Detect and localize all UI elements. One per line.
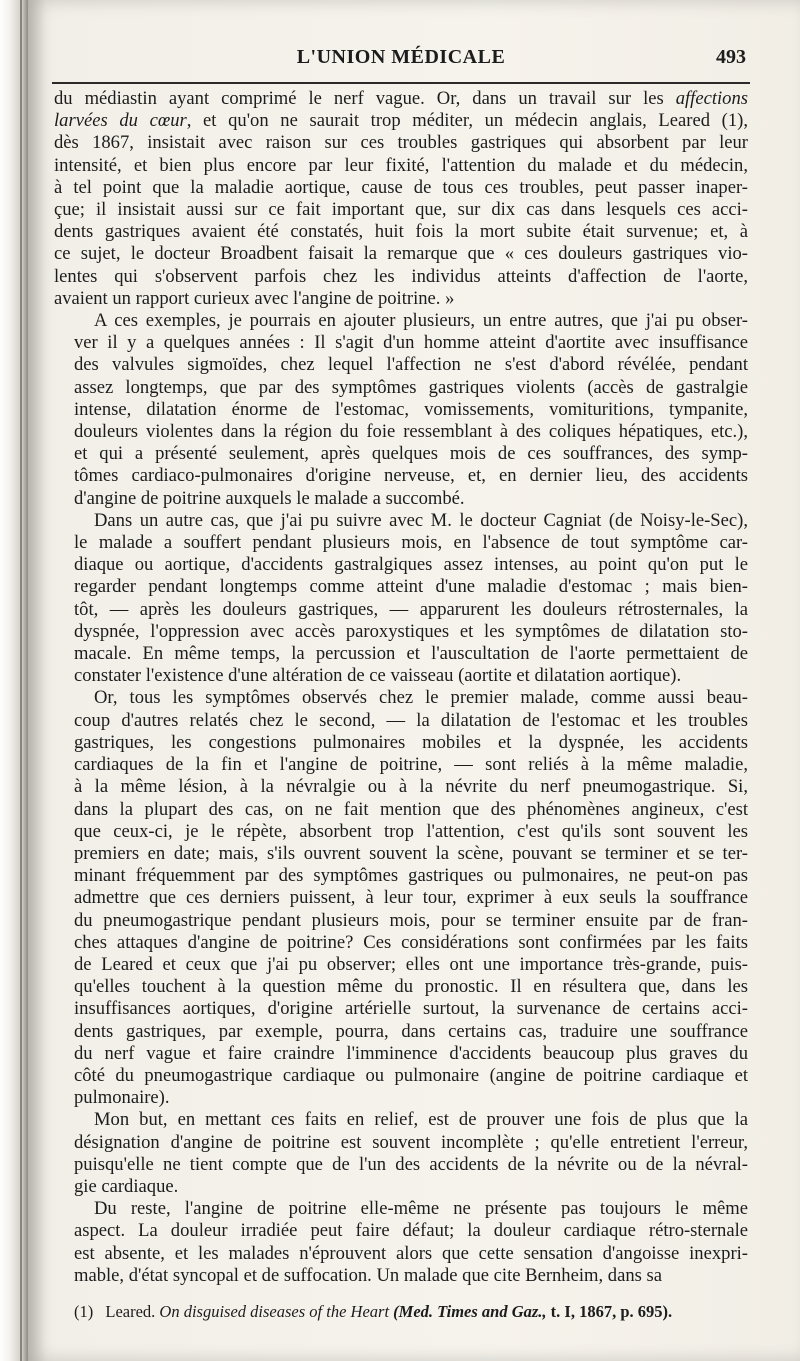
running-header — [56, 46, 746, 80]
journal-title: L'UNION MÉDICALE — [296, 46, 506, 68]
text-line: Du reste, l'angine de poitrine elle-même ne présente pas toujours le même — [94, 1198, 748, 1220]
footnote-number: (1) — [74, 1302, 94, 1321]
text-line: et qui a présenté seulement, après quelques mois de ces souffrances, des symp- — [74, 443, 748, 465]
text-line: regarder pendant longtemps comme atteint d'une maladie d'estomac ; mais bien- — [74, 576, 748, 598]
text-line: tôt, — après les douleurs gastriques, — apparurent les douleurs rétrosternales, la — [74, 598, 748, 620]
text-line: assez longtemps, que par des symptômes gastriques violents (accès de gastralgie — [74, 376, 748, 398]
text-line: avaient un rapport curieux avec l'angine de poitrine. » — [54, 287, 455, 309]
header-rule — [52, 82, 750, 84]
footnote — [74, 1302, 750, 1322]
text-line: dyspnée, l'oppression avec accès paroxystiques et les symptômes de dilatation sto- — [74, 620, 748, 642]
text-line: ce sujet, le docteur Broadbent faisait la remarque que « ces douleurs gastriques vio- — [54, 243, 748, 265]
article-body — [54, 88, 748, 1287]
text-line: çue; il insistait aussi sur ce fait important que, sur dix cas dans lesquels ces acci- — [54, 199, 748, 221]
text-line: gie cardiaque. — [74, 1175, 179, 1197]
text-line: de Leared et ceux que j'ai pu observer; elles ont une importance très-grande, puis- — [74, 953, 748, 975]
footnote-source: (Med. Times and Gaz., — [393, 1302, 547, 1321]
text-line: larvées du cœur, et qu'on ne saurait trop méditer, un médecin anglais, Leared (1), — [54, 110, 748, 132]
text-line: côté du pneumogastrique cardiaque ou pulmonaire (angine de poitrine cardiaque et — [74, 1064, 748, 1086]
paragraph — [54, 510, 748, 688]
page-number: 493 — [716, 46, 746, 68]
text-line: puisqu'elle ne tient compte que de l'un des accidents de la névrite ou de la névral- — [74, 1153, 748, 1175]
footnote-title: On disguised diseases of the Heart — [159, 1302, 390, 1321]
text-line: est absente, et les malades n'éprouvent alors que cette sensation d'angoisse inexpri- — [74, 1242, 748, 1264]
text-line: du pneumogastrique pendant plusieurs mois, pour se terminer ensuite par de fran- — [74, 909, 748, 931]
text-line: dents gastriques, par exemple, pourra, dans certains cas, traduire une souffrance — [74, 1020, 748, 1042]
text-line: pulmonaire). — [74, 1087, 170, 1109]
text-line: mable, d'état syncopal et de suffocation. Un malade que cite Bernheim, dans sa — [74, 1264, 662, 1286]
text-line: cardiaques de la fin et l'angine de poitrine, — sont reliés à la même maladie, — [74, 754, 748, 776]
text-line: dès 1867, insistait avec raison sur ces troubles gastriques qui absorbent par leur — [54, 132, 748, 154]
text-line: désignation d'angine de poitrine est souvent incomplète ; qu'elle entretient l'erreur, — [74, 1131, 748, 1153]
footnote-details: t. I, 1867, p. 695). — [550, 1302, 673, 1321]
binding-edge — [20, 0, 22, 1361]
text-line: ches attaques d'angine de poitrine? Ces considérations sont confirmées par les faits — [74, 931, 748, 953]
text-line: qu'elles touchent à la question même du pronostic. Il en résultera que, dans les — [74, 976, 748, 998]
text-line: premiers en date; mais, s'ils ouvrent souvent la scène, pouvant se terminer et se ter- — [74, 842, 748, 864]
text-line: tômes cardiaco-pulmonaires d'origine nerveuse, et, en dernier lieu, des accidents — [74, 465, 748, 487]
text-line: douleurs violentes dans la région du foie ressemblant à des coliques hépatiques, etc.), — [74, 421, 748, 443]
text-line: minant fréquemment par des symptômes gastriques ou pulmonaires, ne peut-on pas — [74, 865, 748, 887]
text-line: du médiastin ayant comprimé le nerf vague. Or, dans un travail sur les affections — [54, 88, 748, 109]
paragraph — [54, 310, 748, 510]
text-line: que ceux-ci, je le répète, absorbent trop l'attention, c'est qu'ils sont souvent les — [74, 820, 748, 842]
text-line: Dans un autre cas, que j'ai pu suivre avec M. le docteur Cagniat (de Noisy-le-Sec), — [94, 509, 748, 531]
text-line: des valvules sigmoïdes, chez lequel l'affection ne s'est d'abord révélée, pendant — [74, 354, 748, 376]
page-gutter — [0, 0, 28, 1361]
text-line: insuffisances aortiques, d'origine artérielle surtout, la survenance de certains acci- — [74, 998, 748, 1020]
text-line: admettre que ces derniers puissent, à leur tour, exprimer à eux seuls la souffrance — [74, 887, 748, 909]
text-line: aspect. La douleur irradiée peut faire défaut; la douleur cardiaque rétro-sternale — [74, 1220, 748, 1242]
text-line: A ces exemples, je pourrais en ajouter plusieurs, un entre autres, que j'ai pu obser- — [94, 310, 748, 332]
footnote-author: Leared. — [105, 1302, 156, 1321]
text-line: diaque ou aortique, d'accidents gastralgiques assez intenses, au point qu'on put le — [74, 554, 748, 576]
text-line: à la même lésion, à la névralgie ou à la névrite du nerf pneumogastrique. Si, — [74, 776, 748, 798]
text-line: d'angine de poitrine auxquels le malade a succombé. — [74, 487, 465, 509]
text-line: intense, dilatation énorme de l'estomac, vomissements, vomituritions, tympanite, — [74, 398, 748, 420]
paragraph — [54, 1198, 748, 1287]
paragraph — [54, 1109, 748, 1198]
text-line: lentes qui s'observent parfois chez les individus atteints d'affection de l'aorte, — [54, 265, 748, 287]
text-line: Or, tous les symptômes observés chez le premier malade, comme aussi beau- — [94, 687, 748, 709]
text-line: ver il y a quelques années : Il s'agit d'un homme atteint d'aortite avec insuffisance — [74, 332, 748, 354]
text-line: du nerf vague et faire craindre l'imminence d'accidents beaucoup plus graves du — [74, 1042, 748, 1064]
text-line: dans la plupart des cas, on ne fait mention que des phénomènes angineux, c'est — [74, 798, 748, 820]
text-line: constater l'existence d'une altération de ce vaisseau (aortite et dilatation aortique). — [74, 665, 682, 687]
paragraph — [54, 88, 748, 310]
text-line: coup d'autres relatés chez le second, — la dilatation de l'estomac et les troubles — [74, 709, 748, 731]
text-line: Mon but, en mettant ces faits en relief, est de prouver une fois de plus que la — [94, 1109, 748, 1131]
text-line: à tel point que la maladie aortique, cause de tous ces troubles, peut passer inaper- — [54, 176, 748, 198]
text-line: le malade a souffert pendant plusieurs mois, en l'absence de tout symptôme car- — [74, 532, 748, 554]
text-line: intensité, et bien plus encore par leur fixité, l'attention du malade et du médecin, — [54, 154, 748, 176]
text-line: macale. En même temps, la percussion et l'auscultation de l'aorte permettaient de — [74, 643, 748, 665]
text-line: dents gastriques avaient été constatés, huit fois la mort subite était survenue; et, à — [54, 221, 748, 243]
text-line: gastriques, les congestions pulmonaires mobiles et la dyspnée, les accidents — [74, 731, 748, 753]
paragraph — [54, 687, 748, 1109]
